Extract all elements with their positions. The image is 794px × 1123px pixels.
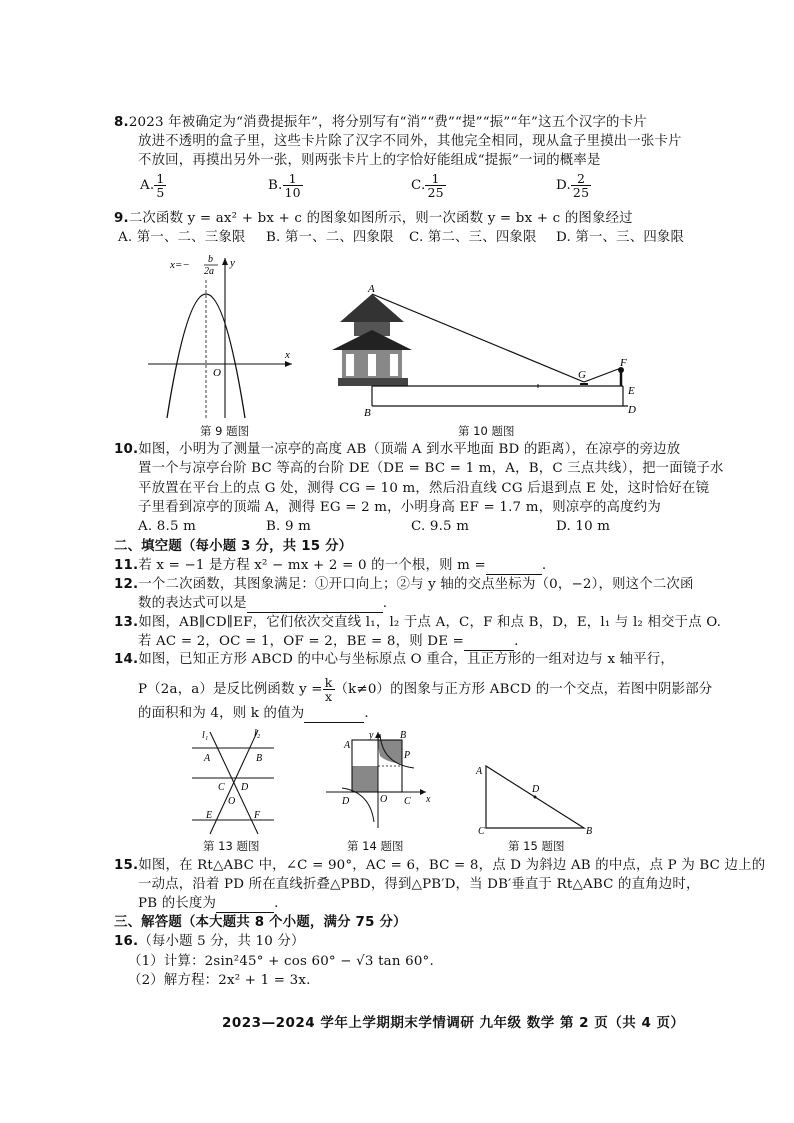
label-f: F bbox=[620, 357, 627, 369]
q12-text1: 一个二次函数，其图象满足：①开口向上；②与 y 轴的交点坐标为（0，−2），则这个二次函 bbox=[138, 577, 694, 592]
option-letter: B. bbox=[268, 178, 283, 193]
q10-option-c[interactable]: C. 9.5 m bbox=[411, 519, 470, 534]
q10-number: 10. bbox=[114, 442, 139, 457]
section-2-heading: 二、填空题（每小题 3 分，共 15 分） bbox=[114, 539, 353, 554]
pavilion-window bbox=[390, 354, 398, 376]
fraction: $\frac{2}{25}$ bbox=[572, 171, 590, 200]
option-letter: A. bbox=[140, 178, 155, 193]
x-axis-arrow bbox=[285, 361, 292, 367]
q10-text1: 如图，小明为了测量一凉亭的高度 AB（顶端 A 到水平地面 BD 的距离），在凉亭的旁边放 bbox=[138, 442, 681, 457]
q15-answer-blank[interactable] bbox=[216, 895, 274, 913]
q13-text1: 如图，AB∥CD∥EF，它们依次交直线 l₁，l₂ 于点 A，C，F 和点 B，D，E，l₁ 与 l₂ 相交于点 O. bbox=[138, 615, 722, 630]
q9-option-b[interactable]: B. 第一、二、四象限 bbox=[266, 230, 394, 245]
q8-line2: 放进不透明的盒子里，这些卡片除了汉字不同外，其他完全相同，现从盒子里摸出一张卡片 bbox=[138, 134, 682, 149]
figure-10-caption: 第 10 题图 bbox=[458, 424, 515, 438]
label-c: C bbox=[218, 782, 225, 793]
figure-15-right-triangle bbox=[472, 760, 598, 836]
label-a: A bbox=[204, 753, 211, 764]
q10-option-b[interactable]: B. 9 m bbox=[266, 519, 312, 534]
q8-option-d[interactable] bbox=[556, 172, 591, 199]
label-a: A bbox=[344, 740, 351, 751]
q11-number: 11. bbox=[114, 558, 139, 573]
figure-10-pavilion bbox=[328, 280, 650, 420]
q12-answer-blank[interactable] bbox=[247, 595, 383, 613]
midpoint-d bbox=[534, 796, 537, 799]
q8-text1: 2023 年被确定为“消费提振年”，将分别写有“消”“费”“提”“振”“年”这五个汉字的卡片 bbox=[128, 115, 647, 130]
q16-part1: （1）计算：2sin²45° + cos 60° − √3 tan 60°. bbox=[128, 954, 434, 969]
y-axis-arrow bbox=[222, 258, 228, 265]
label-c: C bbox=[404, 796, 411, 807]
figure-15-caption: 第 15 题图 bbox=[508, 839, 565, 853]
q13-line1 bbox=[114, 614, 721, 631]
q8-line1 bbox=[114, 114, 647, 131]
label-d: D bbox=[532, 784, 540, 795]
q9-line bbox=[114, 210, 633, 227]
option-letter: C. bbox=[411, 178, 426, 193]
q16-line bbox=[114, 933, 305, 950]
label-l1: l₁ bbox=[202, 730, 209, 741]
label-d: D bbox=[342, 796, 350, 807]
q12-line2: 数的表达式可以是 . bbox=[138, 596, 388, 611]
label-f: F bbox=[254, 810, 261, 821]
q15-text1: 如图，在 Rt△ABC 中，∠C = 90°，AC = 6，BC = 8，点 D 为斜边 AB 的中点，点 P 为 BC 边上的 bbox=[138, 858, 766, 873]
label-e: E bbox=[206, 810, 213, 821]
q8-option-c[interactable] bbox=[411, 172, 446, 199]
q10-line1 bbox=[114, 441, 680, 458]
q10-line4: 子里看到凉亭的顶端 A，测得 EG = 2 m，小明身高 EF = 1.7 m，则凉亭的高度约为 bbox=[138, 500, 661, 515]
label-x: x bbox=[426, 794, 431, 805]
option-letter: D. bbox=[556, 178, 571, 193]
label-b: B bbox=[400, 730, 407, 741]
fraction-k-over-x: $\frac{k}{x}$ bbox=[324, 675, 333, 704]
q14-line2: P（2a，a）是反比例函数 y = $\frac{k}{x}$ （k≠0）的图象与正方形 ABCD 的一个交点，若图中阴影部分 bbox=[138, 675, 713, 704]
label-origin: O bbox=[213, 367, 221, 379]
q12-number: 12. bbox=[114, 577, 139, 592]
section-3-heading: 三、解答题（本大题共 8 个小题，满分 75 分） bbox=[114, 915, 407, 930]
q9-text: 二次函数 y = ax² + bx + c 的图象如图所示，则一次函数 y = bx + c 的图象经过 bbox=[128, 211, 633, 226]
figure-13-caption: 第 13 题图 bbox=[203, 839, 260, 853]
figure-9-parabola bbox=[140, 250, 310, 422]
q10-option-d[interactable]: D. 10 m bbox=[556, 519, 611, 534]
q16-number: 16. bbox=[114, 934, 139, 949]
q14-text1: 如图，已知正方形 ABCD 的中心与坐标原点 O 重合，且正方形的一组对边与 x 轴平行， bbox=[138, 652, 675, 667]
label-c: C bbox=[478, 826, 485, 836]
label-a: A bbox=[476, 766, 483, 777]
q11-line: 11.若 x = −1 是方程 x² − mx + 2 = 0 的一个根，则 m = . bbox=[114, 558, 547, 573]
label-y: y bbox=[230, 257, 235, 269]
q12-line1 bbox=[114, 576, 694, 593]
label-xeq: x=− bbox=[170, 259, 190, 271]
page-footer: 2023—2024 学年上学期期末学情调研 九年级 数学 第 2 页（共 4 页） bbox=[222, 1015, 685, 1031]
label-o: O bbox=[228, 796, 236, 807]
q16-header: （每小题 5 分，共 10 分） bbox=[138, 934, 305, 949]
label-b: B bbox=[256, 753, 263, 764]
q16-part2: （2）解方程：2x² + 1 = 3x. bbox=[128, 973, 311, 988]
shaded-region-lower bbox=[352, 766, 378, 792]
q10-line3: 平放置在平台上的点 G 处，测得 CG = 10 m，然后沿直线 CG 后退到点 E 处，这时恰好在镜 bbox=[138, 481, 710, 496]
label-e: E bbox=[628, 385, 635, 397]
q15-line2: 一动点，沿着 PD 所在直线折叠△PBD，得到△PB′D，当 DB′垂直于 Rt△ABC 的直角边时， bbox=[138, 877, 700, 892]
label-g: G bbox=[578, 369, 586, 381]
figure-9-caption: 第 9 题图 bbox=[200, 424, 250, 438]
label-p: P bbox=[404, 750, 411, 761]
label-x: x bbox=[285, 349, 290, 361]
q14-line3: 的面积和为 4，则 k 的值为 . bbox=[138, 706, 369, 721]
q15-line1 bbox=[114, 857, 765, 874]
q15-number: 15. bbox=[114, 858, 139, 873]
fraction: $\frac{1}{5}$ bbox=[156, 171, 165, 200]
pavilion-base bbox=[338, 378, 408, 386]
q11-text: 若 x = −1 是方程 x² − mx + 2 = 0 的一个根，则 m = bbox=[138, 558, 486, 573]
q8-option-b[interactable] bbox=[268, 172, 303, 199]
q8-number: 8. bbox=[114, 115, 129, 130]
sightline-a-g bbox=[372, 294, 584, 382]
label-b: b bbox=[208, 254, 213, 265]
label-2a: 2a bbox=[204, 266, 214, 277]
q13-line2: 若 AC = 2，OC = 1，OF = 2，BE = 8，则 DE = . bbox=[138, 634, 519, 649]
pavilion-window bbox=[368, 354, 376, 376]
label-d: D bbox=[628, 404, 636, 416]
q10-option-a[interactable]: A. 8.5 m bbox=[138, 519, 197, 534]
fraction: $\frac{1}{25}$ bbox=[427, 171, 444, 200]
sightline-g-f bbox=[584, 368, 621, 382]
fraction: $\frac{1}{10}$ bbox=[284, 171, 301, 200]
q14-line1 bbox=[114, 651, 674, 668]
q9-option-a[interactable]: A. 第一、二、三象限 bbox=[118, 230, 246, 245]
q9-number: 9. bbox=[114, 211, 129, 226]
q14-number: 14. bbox=[114, 652, 139, 667]
label-a: A bbox=[368, 283, 375, 295]
label-y: y bbox=[369, 730, 374, 741]
q9-option-d[interactable]: D. 第一、三、四象限 bbox=[556, 230, 685, 245]
roof-bottom bbox=[332, 330, 412, 350]
label-o: O bbox=[380, 794, 388, 805]
q9-option-c[interactable]: C. 第二、三、四象限 bbox=[409, 230, 537, 245]
q8-option-a[interactable] bbox=[140, 172, 166, 199]
label-d: D bbox=[241, 782, 249, 793]
label-b: B bbox=[364, 407, 371, 419]
q10-line2: 置一个与凉亭台阶 BC 等高的台阶 DE（DE = BC = 1 m，A，B，C 三点共线），把一面镜子水 bbox=[138, 461, 724, 476]
q13-answer-blank[interactable] bbox=[464, 633, 514, 651]
q8-line3: 不放回，再摸出另外一张，则两张卡片上的字恰好能组成“提振”一词的概率是 bbox=[138, 153, 601, 168]
label-l2: l₂ bbox=[254, 728, 261, 739]
roof-top bbox=[340, 294, 404, 322]
label-b: B bbox=[586, 826, 593, 836]
figure-14-square-hyperbola bbox=[322, 728, 434, 832]
q11-answer-blank[interactable] bbox=[486, 557, 542, 575]
q14-answer-blank[interactable] bbox=[304, 705, 364, 723]
pavilion-window bbox=[346, 354, 354, 376]
q13-number: 13. bbox=[114, 615, 139, 630]
figure-13-parallel-lines bbox=[188, 726, 276, 836]
q15-line3: PB 的长度为 . bbox=[138, 896, 279, 911]
figure-14-caption: 第 14 题图 bbox=[347, 839, 404, 853]
